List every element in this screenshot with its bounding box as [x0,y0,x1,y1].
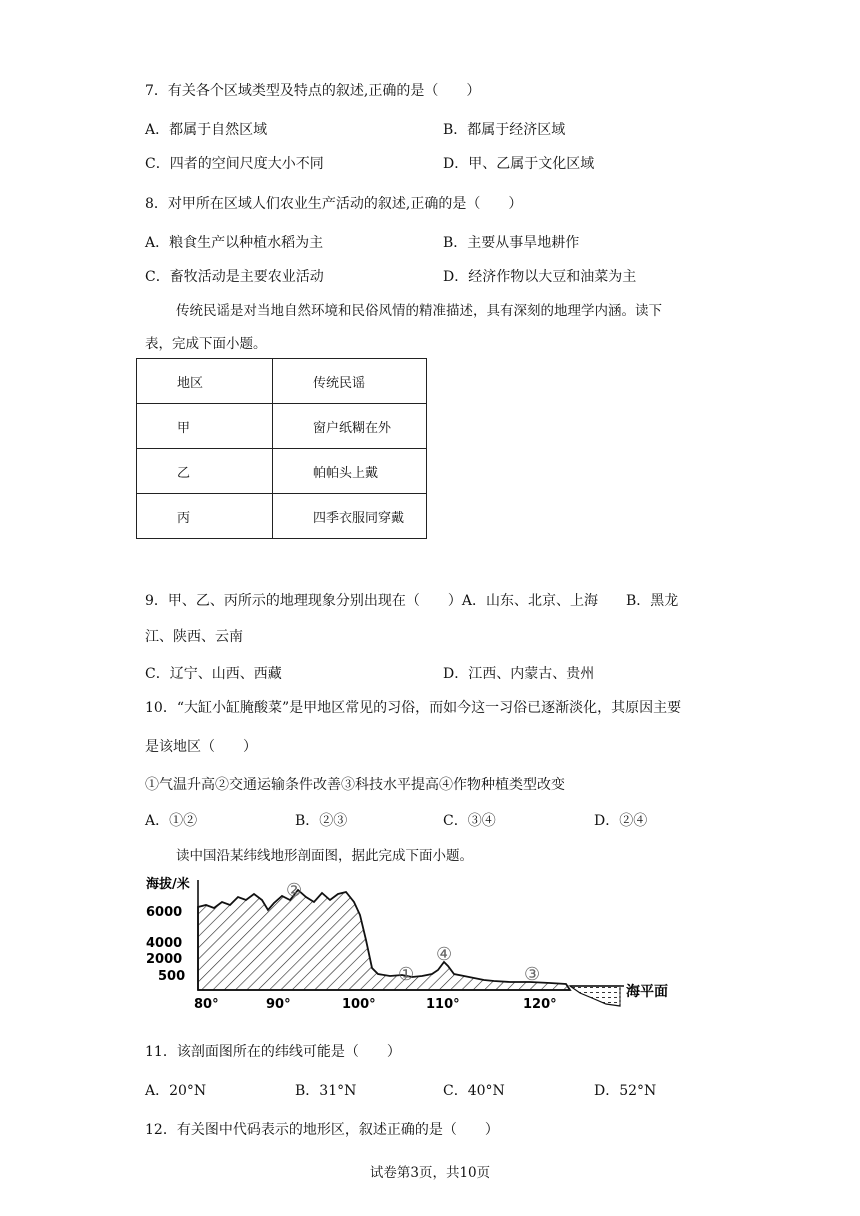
intro-paragraph-line1: 传统民谣是对当地自然环境和民俗风情的精准描述，具有深刻的地理学内涵。读下 [176,303,662,319]
terrain-profile-diagram [140,870,700,1030]
q10-stem-line2: 是该地区（ ） [145,739,257,755]
table-cell-region: 乙 [137,449,273,494]
q8-stem: 8．对甲所在区域人们农业生产活动的叙述,正确的是（ ） [145,196,523,212]
land-profile [198,890,570,990]
q11-option-a: A．20°N [145,1083,207,1099]
page-footer: 试卷第3页，共10页 [369,1165,491,1181]
q11-option-d: D．52°N [594,1083,657,1099]
x-tick-label: 110° [426,997,460,1012]
marker-3: ③ [524,964,541,985]
q10-items: ①气温升高②交通运输条件改善③科技水平提高④作物种植类型改变 [145,777,565,793]
q10-option-d: D．②④ [594,813,648,829]
table-cell-song: 帕帕头上戴 [273,449,427,494]
q7-option-c: C．四者的空间尺度大小不同 [145,156,324,172]
marker-2: ② [286,880,303,901]
table-row [137,449,427,494]
q7-option-d: D．甲、乙属于文化区域 [443,156,595,172]
intro-paragraph-line2: 表，完成下面小题。 [145,336,267,352]
y-axis-label: 海拔/米 [146,877,190,892]
q7-option-b: B．都属于经济区域 [443,122,566,138]
q8-option-d: D．经济作物以大豆和油菜为主 [443,269,637,285]
folk-song-table [136,358,427,539]
marker-1: ① [398,964,415,985]
q7-option-a: A．都属于自然区域 [145,122,268,138]
q12-stem: 12．有关图中代码表示的地形区，叙述正确的是（ ） [145,1122,499,1138]
q11-option-b: B．31°N [295,1083,357,1099]
table-cell-song: 四季衣服同穿戴 [273,494,427,539]
table-cell-region: 丙 [137,494,273,539]
profile-intro: 读中国沿某纬线地形剖面图，据此完成下面小题。 [176,848,473,864]
q9-option-d: D．江西、内蒙古、贵州 [443,666,595,682]
q10-option-a: A．①② [145,813,198,829]
marker-4: ④ [436,944,453,965]
q11-stem: 11．该剖面图所在的纬线可能是（ ） [145,1044,401,1060]
q9-stem-line2: 江、陕西、云南 [145,629,243,645]
y-tick-label: 6000 [146,905,183,920]
y-tick-label: 4000 [146,936,183,951]
x-tick-label: 80° [194,997,219,1012]
table-row [137,404,427,449]
q10-option-b: B．②③ [295,813,348,829]
y-tick-label: 500 [158,969,186,984]
q8-option-a: A．粮食生产以种植水稻为主 [145,235,324,251]
q9-stem-line1: 9．甲、乙、丙所示的地理现象分别出现在（ ）A．山东、北京、上海 B．黑龙 [145,593,679,609]
table-header-song: 传统民谣 [273,359,427,404]
x-tick-label: 120° [523,997,557,1012]
sea-level-label: 海平面 [626,984,668,1000]
table-header-row [137,359,427,404]
q8-option-c: C．畜牧活动是主要农业活动 [145,269,324,285]
table-cell-region: 甲 [137,404,273,449]
y-tick-label: 2000 [146,952,183,967]
q7-stem: 7．有关各个区域类型及特点的叙述,正确的是（ ） [145,83,481,99]
q11-option-c: C．40°N [443,1083,505,1099]
table-row [137,494,427,539]
q8-option-b: B．主要从事旱地耕作 [443,235,580,251]
table-header-region: 地区 [137,359,273,404]
x-tick-label: 90° [266,997,291,1012]
q9-option-c: C．辽宁、山西、西藏 [145,666,282,682]
sea-area [570,986,620,1006]
q10-stem-line1: 10．“大缸小缸腌酸菜”是甲地区常见的习俗，而如今这一习俗已逐渐淡化，其原因主要 [145,700,682,716]
q10-option-c: C．③④ [443,813,496,829]
table-cell-song: 窗户纸糊在外 [273,404,427,449]
x-tick-label: 100° [342,997,376,1012]
